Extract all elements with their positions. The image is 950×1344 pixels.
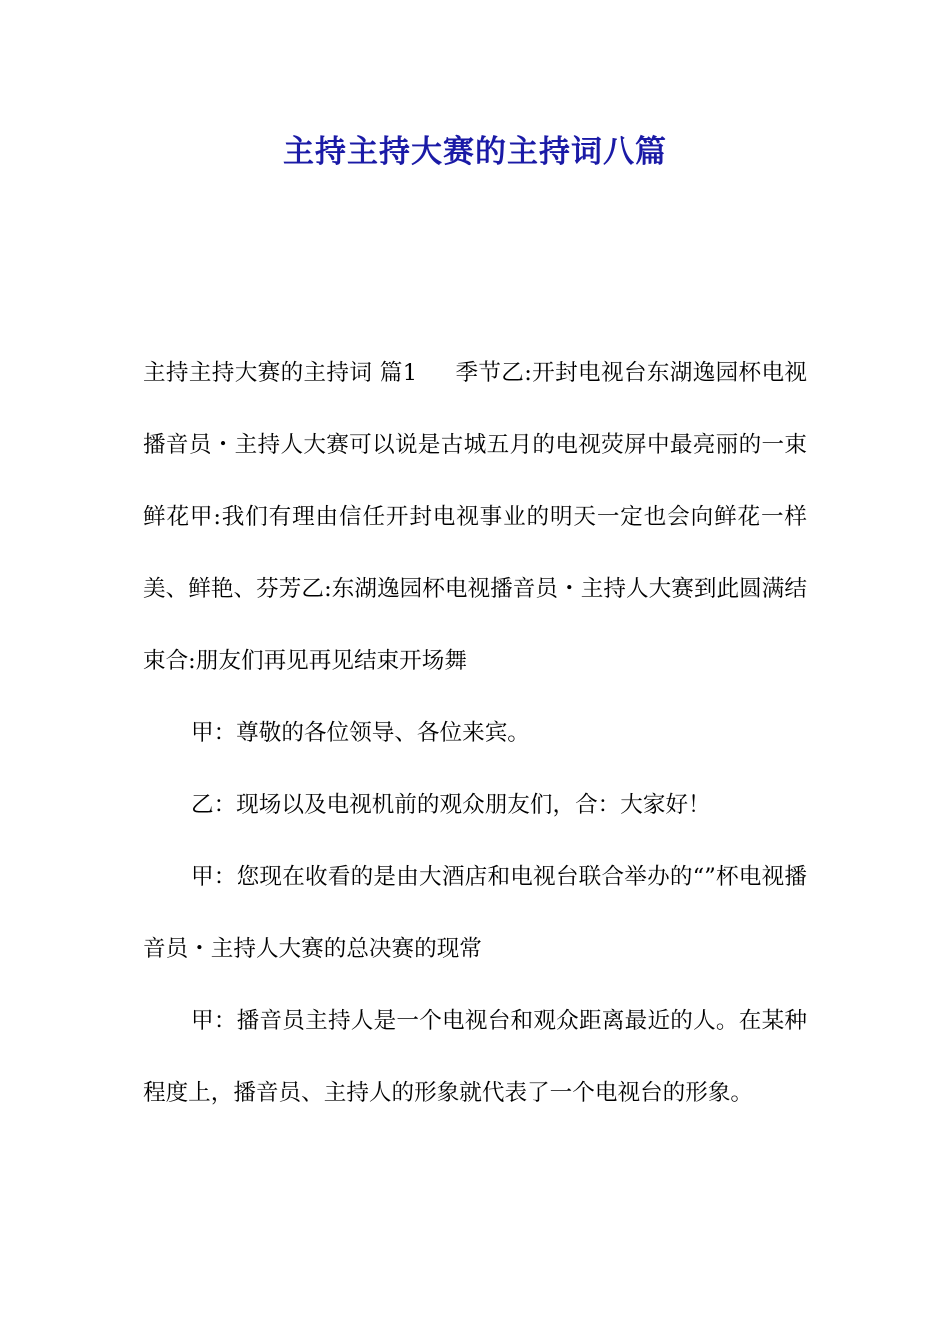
paragraph-text: 甲：您现在收看的是由大酒店和电视台联合举办的“”杯电视播音员・主持人大赛的总决赛的现常 xyxy=(143,864,807,962)
paragraph-2 xyxy=(143,697,807,769)
paragraph-3 xyxy=(143,769,807,841)
document-title: 主持主持大赛的主持词八篇 xyxy=(283,134,667,170)
paragraph-text: 甲：播音员主持人是一个电视台和观众距离最近的人。在某种程度上，播音员、主持人的形象就代表了一个电视台的形象。 xyxy=(143,1008,807,1106)
paragraph-1 xyxy=(143,337,807,697)
document-body xyxy=(143,337,807,1129)
paragraph-text: 乙：现场以及电视机前的观众朋友们，合：大家好！ xyxy=(191,792,711,818)
paragraph-text: 季节乙:开封电视台东湖逸园杯电视播音员・主持人大赛可以说是古城五月的电视荧屏中最亮丽的一束鲜花甲:我们有理由信任开封电视事业的明天一定也会向鲜花一样美、鲜艳、芬芳乙:东湖逸园杯电视播音员・主持人大赛到此圆满结束合:朋友们再见再见结束开场舞 xyxy=(143,360,807,674)
paragraph-text: 甲：尊敬的各位领导、各位来宾。 xyxy=(191,720,530,746)
paragraph-4 xyxy=(143,841,807,985)
section-heading: 主持主持大赛的主持词 篇1 xyxy=(143,360,418,386)
paragraph-5 xyxy=(143,985,807,1129)
